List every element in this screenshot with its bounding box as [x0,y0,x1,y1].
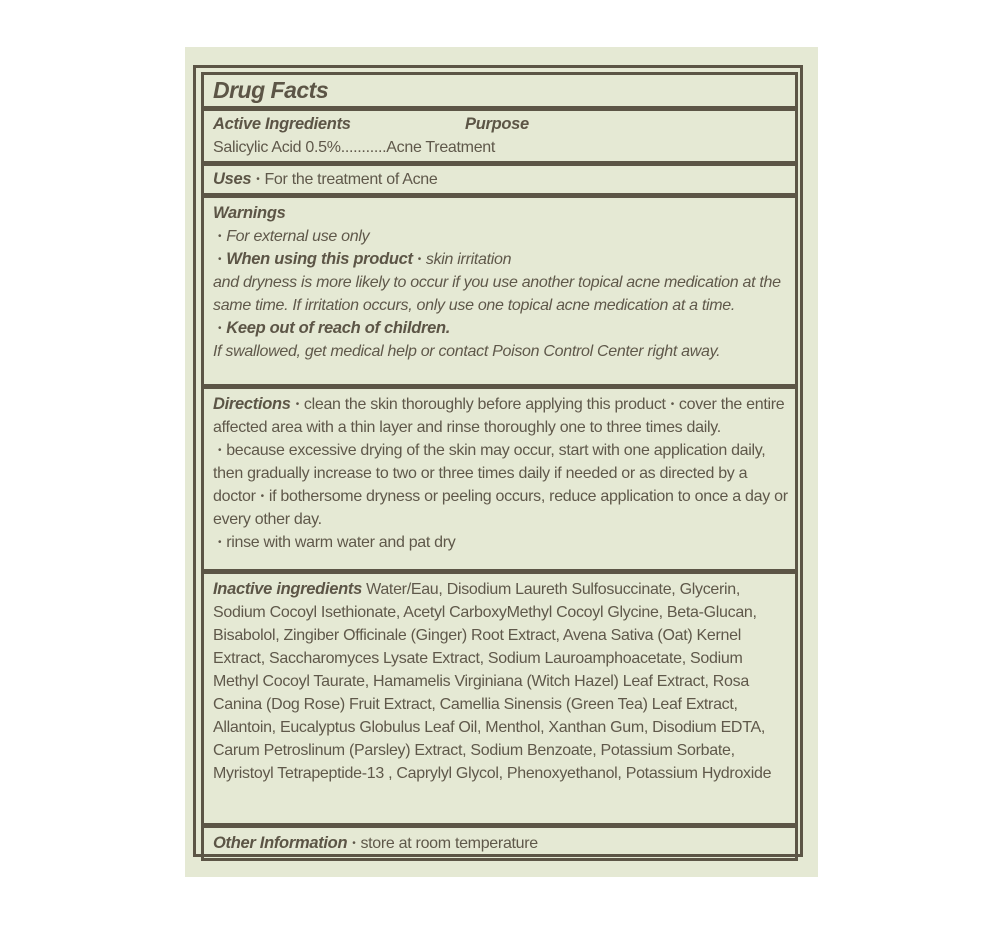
text-segment: and dryness is more likely to occur if you use another topical acne medication at the same time. If irritation occurs, only use one topical acne medication at a time. [213,274,781,314]
text-line [213,248,791,271]
text-segment: if bothersome dryness or peeling occurs, reduce application to once a day or every other day. [213,488,788,528]
text-segment: skin irritation [425,251,512,268]
text-line [213,225,791,248]
text-line [213,271,791,317]
uses-section [201,163,798,196]
text-segment: If swallowed, get medical help or contact Poison Control Center right away. [213,343,721,360]
text-segment: Directions [213,395,291,413]
warnings-section [201,195,798,387]
text-segment: rinse with warm water and pat dry [226,534,456,551]
bullet-icon: • [670,399,674,410]
bullet-icon: • [295,399,299,410]
purpose-heading: Purpose [465,115,529,133]
bullet-icon: • [218,537,222,548]
bullet-icon: • [260,491,264,502]
text-segment: Keep out of reach of children. [226,319,451,337]
text-segment: For external use only [226,228,370,245]
text-line [213,393,791,439]
text-segment: For the treatment of Acne [264,171,438,188]
text-line [213,439,791,531]
directions-content [213,393,791,554]
active-ingredients-header-row [213,113,791,136]
text-line [213,578,791,785]
bullet-icon: • [218,254,222,265]
other-information-section [201,825,798,861]
active-ingredients-heading: Active Ingredients [213,115,351,133]
drug-facts-box [193,65,803,857]
text-line [213,168,791,191]
other-information-content [213,832,538,855]
bullet-icon: • [218,231,222,242]
inactive-ingredients-section [201,571,798,826]
directions-section [201,386,798,572]
uses-content [213,168,791,191]
text-segment: cover the entire affected area with a thin layer and rinse thoroughly one to three times daily. [213,396,785,436]
text-line [213,832,538,855]
text-line [213,340,791,363]
drug-facts-title: Drug Facts [213,77,329,103]
drug-label-panel [185,47,818,877]
text-line [213,202,791,225]
text-segment: Water/Eau, Disodium Laureth Sulfosuccinate, Glycerin, Sodium Cocoyl Isethionate, Acetyl CarboxyMethyl Cocoyl Glycine, Beta-Glucan, Bisabolol, Zingiber Officinale (Ginger) Root Extract, Avena Sativa (Oat) Kernel Extract, Saccharomyces Lysate Extract, Sodium Lauroamphoacetate, Sodium Methyl Cocoyl Taurate, Hamamelis Virginiana (Witch Hazel) Leaf Extract, Rosa Canina (Dog Rose) Fruit Extract, Camellia Sinensis (Green Tea) Leaf Extract, Allantoin, Eucalyptus Globulus Leaf Oil, Menthol, Xanthan Gum, Disodium EDTA, Carum Petroslinum (Parsley) Extract, Sodium Benzoate, Potassium Sorbate, Myristoyl Tetrapeptide-13 , Caprylyl Glycol, Phenoxyethanol, Potassium Hydroxide [213,581,772,782]
text-line [213,531,791,554]
text-segment: clean the skin thoroughly before applying this product [303,396,666,413]
text-segment: When using this product [226,250,413,268]
bullet-icon: • [256,174,260,185]
warnings-content [213,202,791,363]
text-line [213,317,791,340]
text-segment: because excessive drying of the skin may occur, start with one application daily, then gradually increase to two or three times daily if needed or as directed by a doctor [213,442,766,505]
bullet-icon: • [352,837,356,849]
bullet-icon: • [417,254,421,265]
bullet-icon: • [218,445,222,456]
inactive-ingredients-content [213,578,791,785]
active-ingredients-section [201,108,798,164]
text-segment: Inactive ingredients [213,580,362,598]
text-segment: Uses [213,170,252,188]
text-segment: store at room temperature [360,834,538,852]
drug-facts-title-section [201,72,798,109]
text-segment: Warnings [213,204,286,222]
text-segment: Other Information [213,833,348,852]
bullet-icon: • [218,323,222,334]
active-ingredient-row: Salicylic Acid 0.5%...........Acne Treatment [213,139,496,156]
